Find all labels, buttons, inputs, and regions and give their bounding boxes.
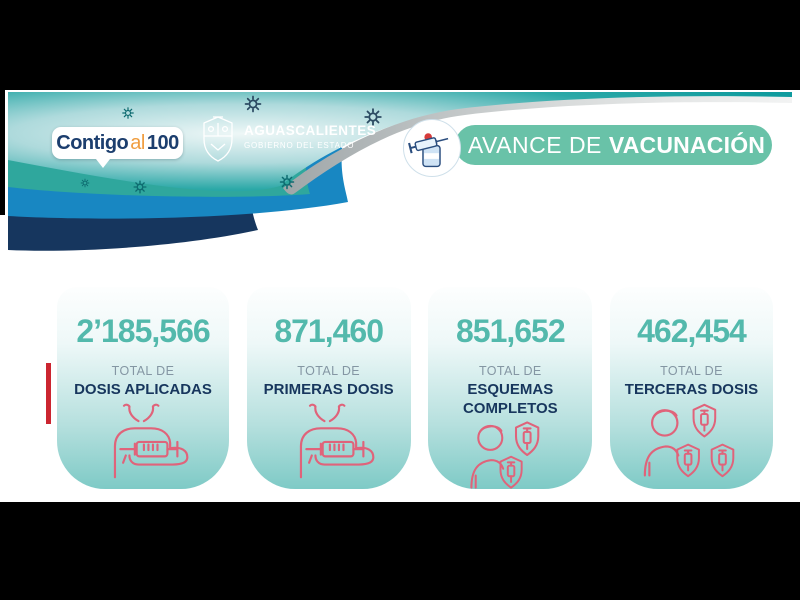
stat-card-primeras-dosis (247, 287, 411, 489)
state-emblem-icon (200, 114, 236, 164)
vaccination-dashboard (0, 90, 800, 502)
speech-bubble-tail (96, 159, 110, 168)
letterbox-bottom (0, 502, 800, 600)
stat-value: 871,460 (274, 313, 383, 349)
contigo-al-100-logo (52, 127, 183, 159)
stat-label (463, 381, 558, 419)
title-light-part: AVANCE DE (467, 131, 602, 158)
contigo-text: Contigo (56, 131, 129, 154)
state-logo (200, 114, 376, 164)
hundred-text: 100 (146, 131, 179, 154)
letterbox-top (0, 0, 800, 90)
stat-card-esquemas-completos (428, 287, 592, 489)
stat-value: 851,652 (455, 313, 565, 349)
vaccine-vial-syringe-icon (404, 120, 459, 175)
stat-subtitle: TOTAL DE (297, 364, 360, 378)
state-logo-text (244, 124, 376, 150)
header-wave-art (0, 90, 800, 280)
stat-card-terceras-dosis (610, 287, 773, 489)
stat-label-line1: ESQUEMAS (467, 381, 554, 398)
vaccine-badge (403, 119, 461, 177)
arm-syringe-icon (91, 403, 195, 479)
stat-subtitle: TOTAL DE (478, 364, 542, 378)
stat-card-dosis-aplicadas (57, 287, 229, 489)
stat-subtitle: TOTAL DE (111, 364, 175, 378)
stat-cards (57, 287, 773, 489)
stat-label-line1: DOSIS APLICADAS (74, 381, 212, 398)
stat-label (625, 381, 758, 400)
stat-value: 462,454 (637, 313, 746, 349)
stat-value: 2’185,566 (76, 313, 210, 349)
stat-label-line1: TERCERAS DOSIS (624, 381, 759, 398)
state-subtitle: GOBIERNO DEL ESTADO (244, 140, 355, 150)
al-text: al (130, 131, 145, 154)
stat-label (264, 381, 394, 400)
letterbox-left-sliver (0, 90, 5, 215)
red-accent-bar (46, 363, 51, 424)
person-three-shields-icon (639, 403, 743, 479)
state-name: AGUASCALIENTES (244, 123, 377, 138)
stat-subtitle: TOTAL DE (660, 364, 723, 378)
stat-label-line2: COMPLETOS (462, 399, 558, 417)
page-title (455, 125, 772, 165)
person-two-shields-icon (460, 419, 560, 491)
stat-label (74, 381, 212, 400)
title-bold-part: VACUNACIÓN (608, 131, 766, 158)
arm-syringe-icon (277, 403, 381, 479)
stat-label-line1: PRIMERAS DOSIS (263, 381, 394, 398)
